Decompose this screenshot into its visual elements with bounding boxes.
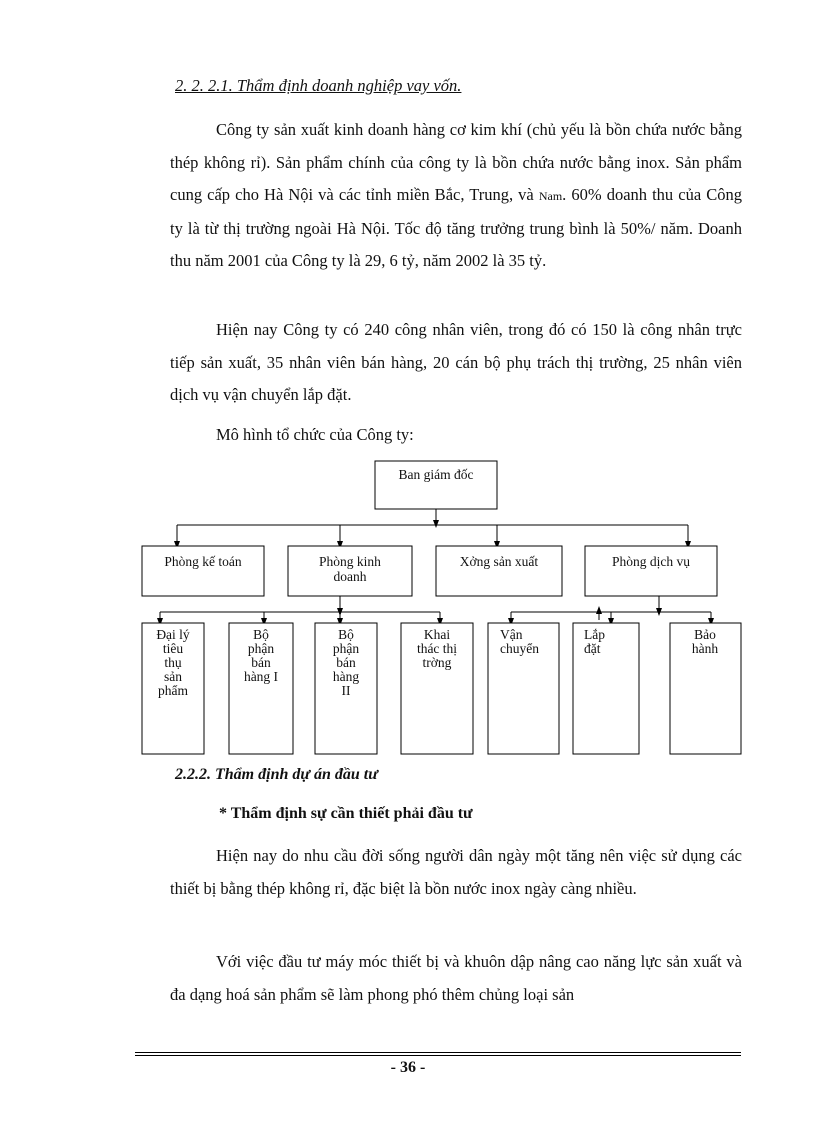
org-label-board-of-directors [399,467,474,482]
org-label-line: sản [164,669,182,684]
org-intro-text: Mô hình tổ chức của Công ty: [216,425,414,444]
org-label-line: Lắp [584,627,605,642]
org-label-service-dept [612,554,690,569]
org-label-line: Ban giám đốc [398,467,474,482]
org-label-line: hàng I [243,669,279,684]
org-label-line: Bộ [338,627,354,642]
org-label-line: phận [247,641,275,656]
org-label-line: hành [691,641,719,656]
org-label-accounting [164,554,241,569]
org-label-line: Vận [500,627,523,642]
org-label-warranty [692,627,718,656]
org-label-line: trờng [422,655,452,670]
org-label-line: tiêu [162,641,184,656]
org-label-line: thác thị [416,641,458,656]
org-label-line: Khai [423,627,451,642]
para3-text: Hiện nay do nhu cầu đời sống người dân ngày một tăng nên việc sử dụng các thiết bị bằng thép không rỉ, đặc biệt là bồn nước inox ngày càng nhiều. [170,846,742,898]
org-label-line: hàng [332,669,360,684]
staff-paragraph [170,314,742,412]
para1-sub-text: Nam [538,189,563,203]
org-chart [0,455,816,760]
company-description-paragraph [170,114,742,278]
section-heading: 2. 2. 2.1. Thẩm định doanh nghiệp vay vốn. [175,76,462,95]
subsubsection-heading: * Thẩm định sự cần thiết phải đầu tư [219,805,473,822]
org-label-line: doanh [333,569,367,584]
org-box-installation [573,623,639,754]
org-label-line: Bảo [694,627,716,642]
org-label-line: Phòng dịch vụ [611,554,691,569]
investment-paragraph [170,946,742,1011]
para2-text: Hiện nay Công ty có 240 công nhân viên, trong đó có 150 là công nhân trực tiếp sản xuất, 35 nhân viên bán hàng, 20 cán bộ phụ trách thị trường, 25 nhân viên dịch vụ vận chuyển lắp đặt. [170,320,742,404]
org-label-line: bán [336,655,356,670]
footer-rule-bottom [135,1055,741,1056]
org-label-line: phẩm [158,683,188,698]
org-label-line: II [341,683,351,698]
subsection-heading: 2.2.2. Thẩm định dự án đầu tư [175,766,378,783]
org-label-workshop [460,554,539,569]
para1-text-a: Công ty sản xuất kinh doanh hàng cơ kim khí (chủ yếu là bồn chứa nước bằng thép không rỉ). Sản phẩm chính của công ty là bồn chứa nước bằng inox. Sản phẩm cung cấp cho Hà Nội và các tỉnh miền Bắc, Trung, và [170,120,742,204]
para4-text: Với việc đầu tư máy móc thiết bị và khuôn dập nâng cao năng lực sản xuất và đa dạng hoá sản phẩm sẽ làm phong phó thêm chủng loại sản [170,952,742,1004]
org-label-line: Phòng kinh [319,554,381,569]
org-label-line: Bộ [253,627,269,642]
org-label-line: Đại lý [156,627,190,642]
org-label-line: phận [332,641,360,656]
org-label-line: bán [251,655,271,670]
org-label-line: đặt [584,641,601,656]
necessity-paragraph [170,840,742,905]
para1-text-b: . 60% doanh thu của Công ty là từ thị trường ngoài Hà Nội. Tốc độ tăng trưởng trung bình là 50%/ năm. Doanh thu năm 2001 của Công ty là 29, 6 tỷ, năm 2002 là 35 tỷ. [170,185,742,270]
org-label-line: Xởng sản xuất [459,554,539,569]
page-number: - 36 - [390,1059,426,1076]
footer-rule-top [135,1052,741,1053]
org-label-line: chuyển [500,641,539,656]
org-label-line: Phòng kế toán [164,554,242,569]
org-label-line: thụ [164,655,182,670]
